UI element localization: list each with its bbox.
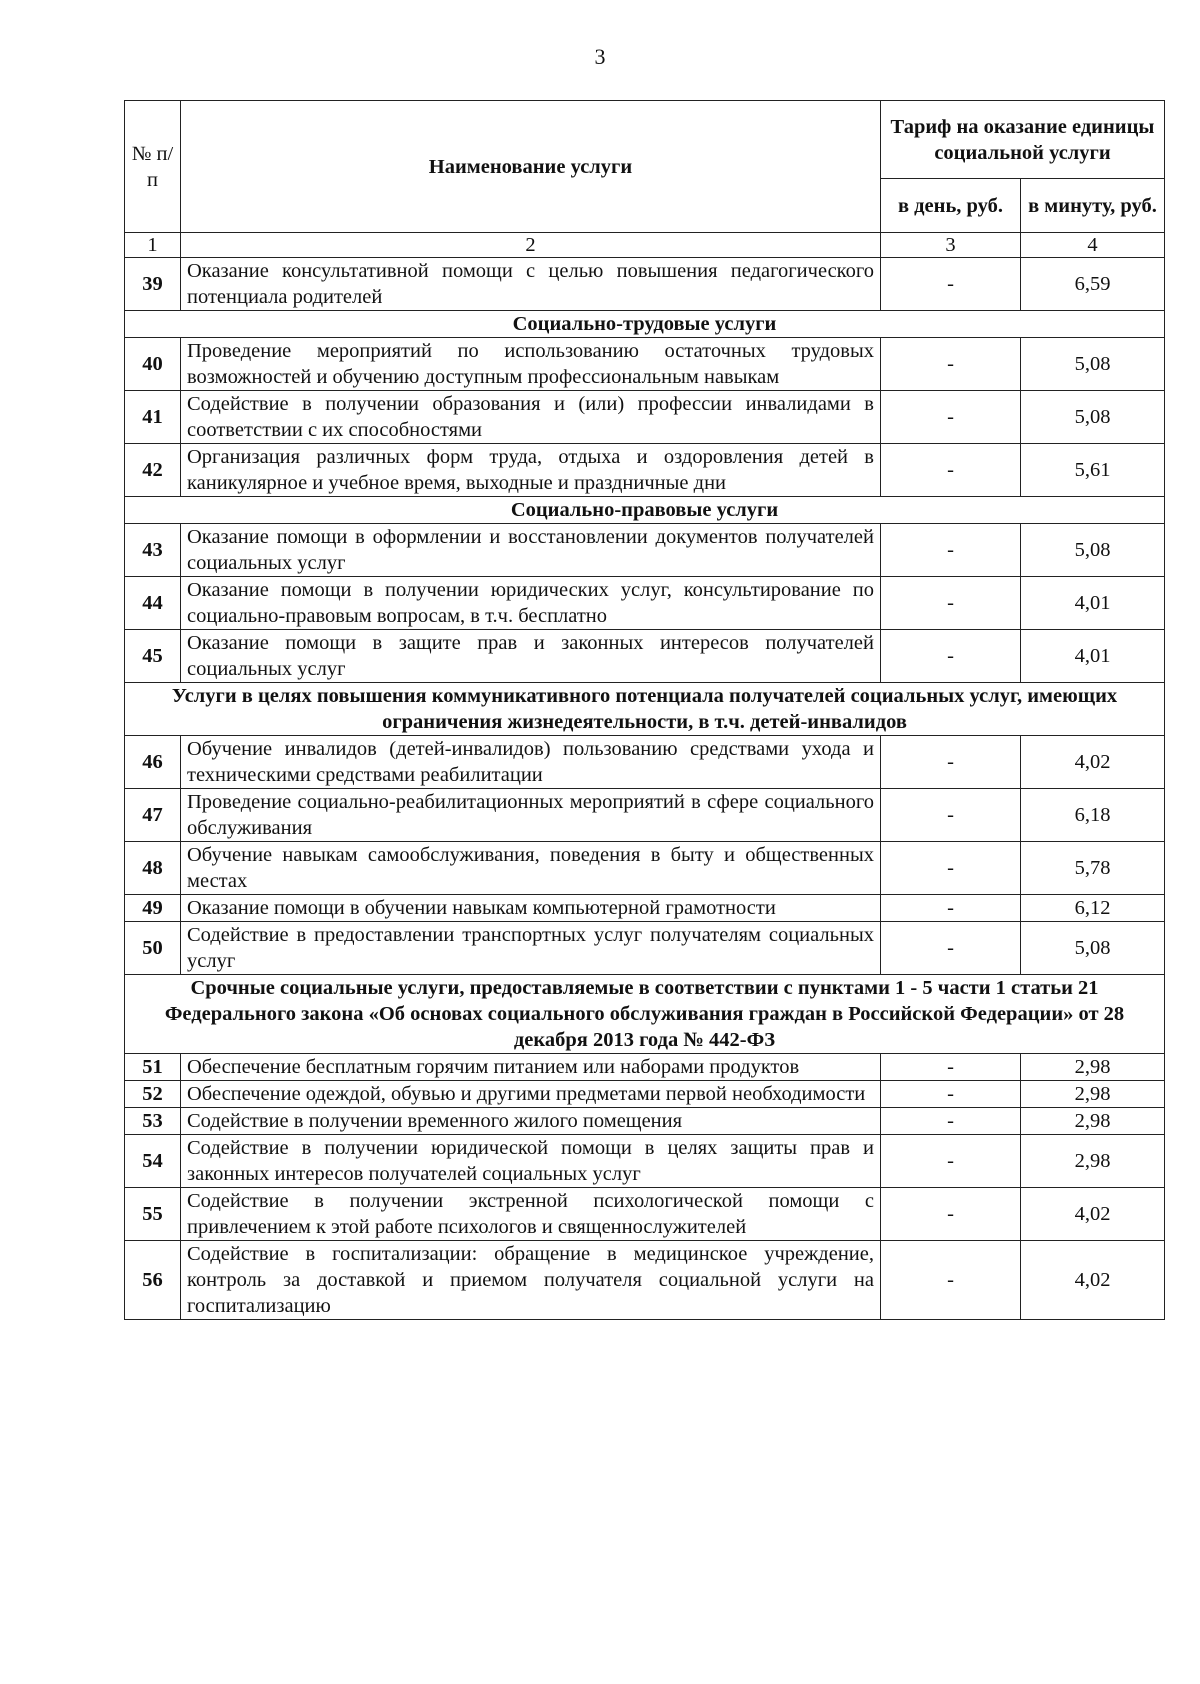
row-number: 42 (125, 444, 181, 497)
section-row (125, 497, 1165, 524)
section-row (125, 683, 1165, 736)
tariff-per-day: - (881, 524, 1021, 577)
tariff-per-day: - (881, 736, 1021, 789)
service-name: Оказание помощи в оформлении и восстановлении документов получателей социальных услуг (181, 524, 881, 577)
tariff-per-day: - (881, 577, 1021, 630)
col-number: 1 (125, 233, 181, 258)
header-tariff: Тариф на оказание единицы социальной услуги (881, 101, 1165, 179)
service-name: Оказание консультативной помощи с целью повышения педагогического потенциала родителей (181, 258, 881, 311)
table-row (125, 842, 1165, 895)
tariff-per-day: - (881, 338, 1021, 391)
tariff-per-day: - (881, 842, 1021, 895)
table-row (125, 338, 1165, 391)
service-name: Обеспечение одеждой, обувью и другими предметами первой необходимости (181, 1081, 881, 1108)
row-number: 41 (125, 391, 181, 444)
section-row (125, 975, 1165, 1054)
row-number: 46 (125, 736, 181, 789)
service-name: Содействие в получении экстренной психологической помощи с привлечением к этой работе психологов и священнослужителей (181, 1188, 881, 1241)
service-name: Проведение мероприятий по использованию остаточных трудовых возможностей и обучению доступным профессиональным навыкам (181, 338, 881, 391)
header-num: № п/п (125, 101, 181, 233)
section-row (125, 311, 1165, 338)
tariff-per-day: - (881, 444, 1021, 497)
service-name: Обучение навыкам самообслуживания, поведения в быту и общественных местах (181, 842, 881, 895)
table-row (125, 630, 1165, 683)
tariff-per-minute: 2,98 (1021, 1054, 1165, 1081)
section-title: Социально-правовые услуги (125, 497, 1165, 524)
tariff-per-day: - (881, 630, 1021, 683)
table-row (125, 444, 1165, 497)
row-number: 53 (125, 1108, 181, 1135)
table-row (125, 1054, 1165, 1081)
row-number: 45 (125, 630, 181, 683)
table-row (125, 1188, 1165, 1241)
header-name: Наименование услуги (181, 101, 881, 233)
service-name: Проведение социально-реабилитационных мероприятий в сфере социального обслуживания (181, 789, 881, 842)
tariff-per-day: - (881, 391, 1021, 444)
table-row (125, 1108, 1165, 1135)
tariff-per-minute: 2,98 (1021, 1108, 1165, 1135)
tariff-table-body (125, 258, 1165, 1320)
header-per-day: в день, руб. (881, 179, 1021, 233)
tariff-per-day: - (881, 789, 1021, 842)
service-name: Оказание помощи в защите прав и законных интересов получателей социальных услуг (181, 630, 881, 683)
table-row (125, 789, 1165, 842)
section-title: Срочные социальные услуги, предоставляемые в соответствии с пунктами 1 - 5 части 1 статьи 21 Федерального закона «Об основах социального обслуживания граждан в Российской Федерации» от 28 декабря 2013 года № 442-ФЗ (125, 975, 1165, 1054)
tariff-per-minute: 4,02 (1021, 1241, 1165, 1320)
tariff-per-day: - (881, 922, 1021, 975)
tariff-per-minute: 5,08 (1021, 922, 1165, 975)
service-name: Содействие в получении образования и (или) профессии инвалидами в соответствии с их способностями (181, 391, 881, 444)
service-name: Оказание помощи в обучении навыкам компьютерной грамотности (181, 895, 881, 922)
col-number: 2 (181, 233, 881, 258)
tariff-per-minute: 2,98 (1021, 1135, 1165, 1188)
row-number: 54 (125, 1135, 181, 1188)
row-number: 52 (125, 1081, 181, 1108)
table-row (125, 577, 1165, 630)
tariff-per-day: - (881, 1054, 1021, 1081)
tariff-per-minute: 2,98 (1021, 1081, 1165, 1108)
tariff-per-minute: 4,01 (1021, 630, 1165, 683)
row-number: 40 (125, 338, 181, 391)
service-name: Обеспечение бесплатным горячим питанием или наборами продуктов (181, 1054, 881, 1081)
column-numbers-row (125, 233, 1165, 258)
tariff-table (124, 100, 1165, 1320)
tariff-per-minute: 5,08 (1021, 338, 1165, 391)
row-number: 49 (125, 895, 181, 922)
service-name: Оказание помощи в получении юридических услуг, консультирование по социально-правовым вопросам, в т.ч. бесплатно (181, 577, 881, 630)
service-name: Содействие в предоставлении транспортных услуг получателям социальных услуг (181, 922, 881, 975)
table-row (125, 524, 1165, 577)
table-row (125, 922, 1165, 975)
row-number: 44 (125, 577, 181, 630)
header-per-minute: в минуту, руб. (1021, 179, 1165, 233)
tariff-per-day: - (881, 1241, 1021, 1320)
tariff-per-minute: 5,78 (1021, 842, 1165, 895)
tariff-per-minute: 4,01 (1021, 577, 1165, 630)
row-number: 56 (125, 1241, 181, 1320)
tariff-per-day: - (881, 895, 1021, 922)
tariff-per-day: - (881, 1081, 1021, 1108)
service-name: Содействие в получении юридической помощи в целях защиты прав и законных интересов получателей социальных услуг (181, 1135, 881, 1188)
section-title: Социально-трудовые услуги (125, 311, 1165, 338)
tariff-per-minute: 6,59 (1021, 258, 1165, 311)
page-number: 3 (594, 44, 606, 69)
service-name: Содействие в получении временного жилого помещения (181, 1108, 881, 1135)
section-title: Услуги в целях повышения коммуникативного потенциала получателей социальных услуг, имеющих ограничения жизнедеятельности, в т.ч. детей-инвалидов (125, 683, 1165, 736)
tariff-per-day: - (881, 1135, 1021, 1188)
row-number: 43 (125, 524, 181, 577)
tariff-per-minute: 4,02 (1021, 736, 1165, 789)
tariff-per-minute: 6,12 (1021, 895, 1165, 922)
table-row (125, 1135, 1165, 1188)
tariff-per-minute: 4,02 (1021, 1188, 1165, 1241)
row-number: 39 (125, 258, 181, 311)
tariff-per-day: - (881, 258, 1021, 311)
tariff-per-minute: 5,08 (1021, 391, 1165, 444)
table-row (125, 1081, 1165, 1108)
table-row (125, 258, 1165, 311)
service-name: Организация различных форм труда, отдыха и оздоровления детей в каникулярное и учебное время, выходные и праздничные дни (181, 444, 881, 497)
table-row (125, 391, 1165, 444)
row-number: 55 (125, 1188, 181, 1241)
col-number: 4 (1021, 233, 1165, 258)
tariff-per-day: - (881, 1108, 1021, 1135)
table-row (125, 736, 1165, 789)
tariff-per-day: - (881, 1188, 1021, 1241)
row-number: 47 (125, 789, 181, 842)
tariff-per-minute: 6,18 (1021, 789, 1165, 842)
service-name: Обучение инвалидов (детей-инвалидов) пользованию средствами ухода и техническими средствами реабилитации (181, 736, 881, 789)
table-row (125, 895, 1165, 922)
col-number: 3 (881, 233, 1021, 258)
row-number: 48 (125, 842, 181, 895)
service-name: Содействие в госпитализации: обращение в медицинское учреждение, контроль за доставкой и приемом получателя социальной услуги на госпитализацию (181, 1241, 881, 1320)
tariff-per-minute: 5,61 (1021, 444, 1165, 497)
row-number: 50 (125, 922, 181, 975)
row-number: 51 (125, 1054, 181, 1081)
table-row (125, 1241, 1165, 1320)
tariff-per-minute: 5,08 (1021, 524, 1165, 577)
